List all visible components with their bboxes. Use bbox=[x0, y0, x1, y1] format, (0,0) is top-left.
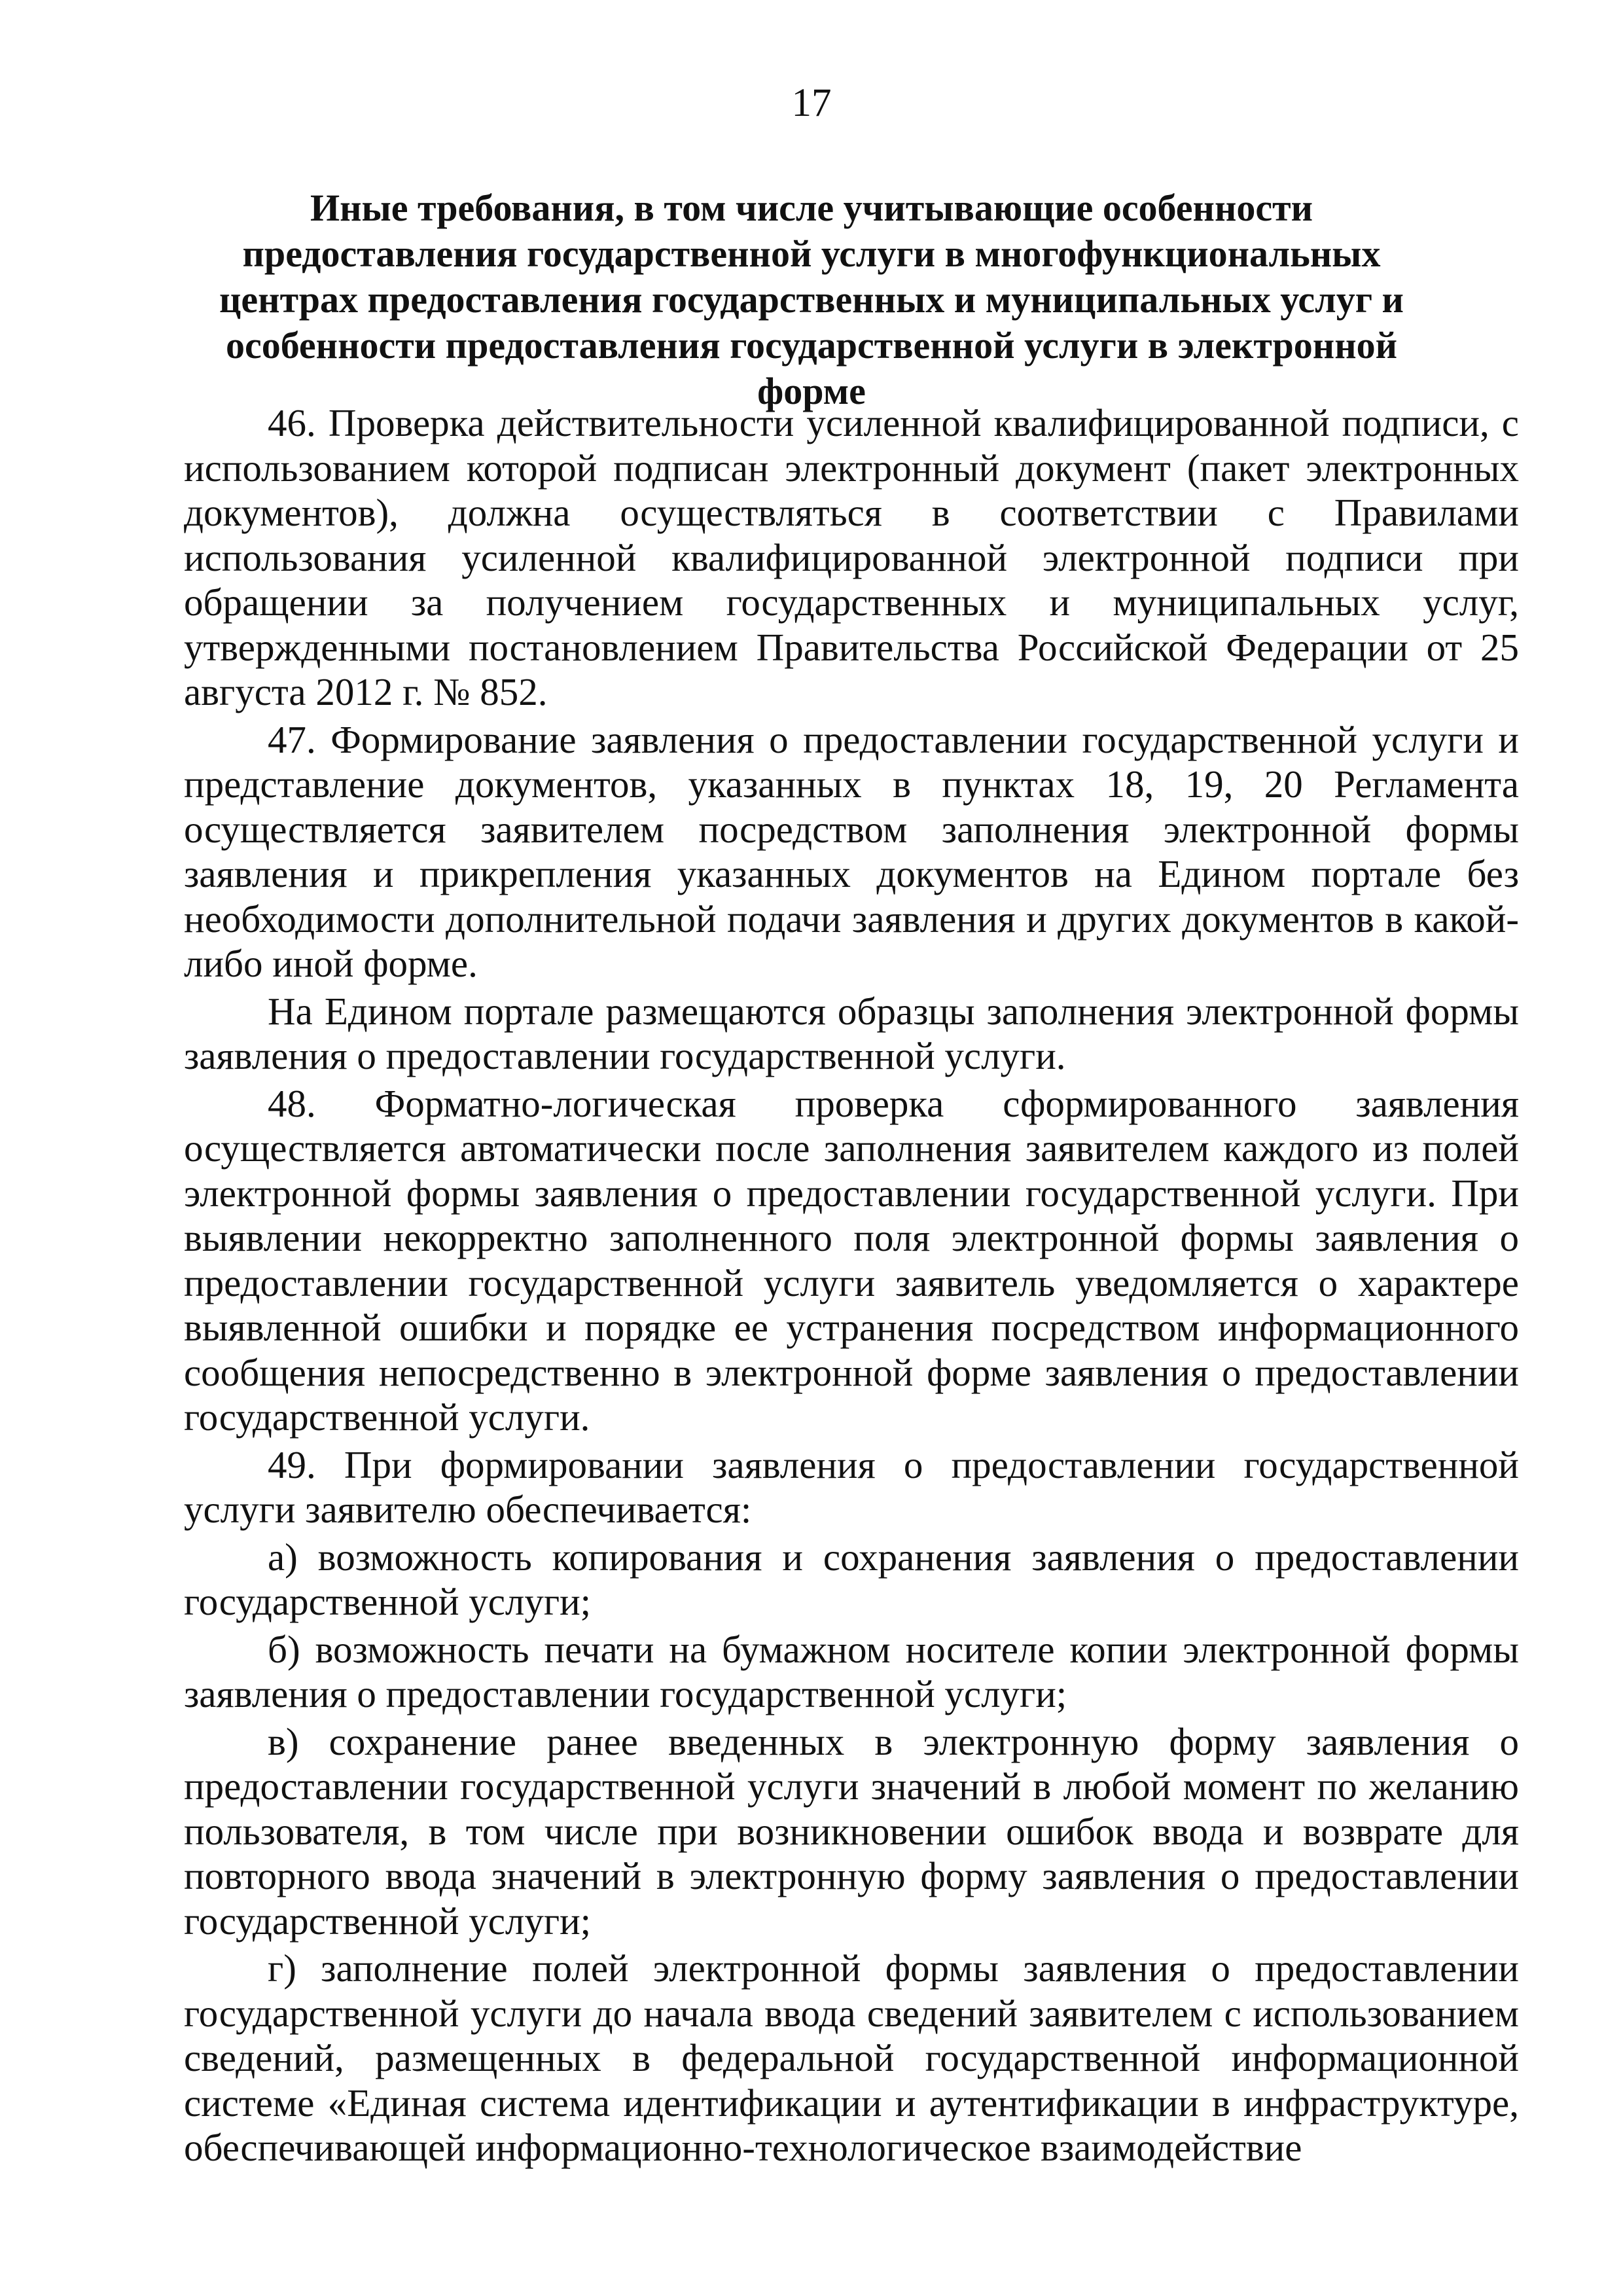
section-heading: Иные требования, в том числе учитывающие особенности предоставления государственной услуги в многофункциональных центрах предоставления государственных и муниципальных услуг и особенности предоставления государственной услуги в электронной форме bbox=[219, 187, 1404, 412]
paragraph-49-item-g: г) заполнение полей электронной формы заявления о предоставлении государственной услуги до начала ввода сведений заявителем с использованием сведений, размещенных в федеральной государственной информационной системе «Единая система идентификации и аутентификации в инфраструктуре, обеспечивающей информационно-технологическое взаимодействие bbox=[184, 1946, 1519, 2169]
paragraph-47-samples: На Едином портале размещаются образцы заполнения электронной формы заявления о предоставлении государственной услуги. bbox=[184, 989, 1519, 1077]
paragraph-48: 48. Форматно-логическая проверка сформированного заявления осуществляется автоматически после заполнения заявителем каждого из полей электронной формы заявления о предоставлении государственной услуги. При выявлении некорректно заполненного поля электронной формы заявления о предоставлении государственной услуги заявитель уведомляется о характере выявленной ошибки и порядке ее устранения посредством информационного сообщения непосредственно в электронной форме заявления о предоставлении государственной услуги. bbox=[184, 1081, 1519, 1439]
paragraph-49-item-a: а) возможность копирования и сохранения заявления о предоставлении государственной услуги; bbox=[184, 1535, 1519, 1623]
paragraph-49: 49. При формировании заявления о предоставлении государственной услуги заявителю обеспечивается: bbox=[184, 1443, 1519, 1531]
paragraph-49-item-b: б) возможность печати на бумажном носителе копии электронной формы заявления о предоставлении государственной услуги; bbox=[184, 1627, 1519, 1715]
document-body bbox=[184, 401, 1519, 2173]
paragraph-46: 46. Проверка действительности усиленной квалифицированной подписи, с использованием которой подписан электронный документ (пакет электронных документов), должна осуществляться в соответствии с Правилами использования усиленной квалифицированной электронной подписи при обращении за получением государственных и муниципальных услуг, утвержденными постановлением Правительства Российской Федерации от 25 августа 2012 г. № 852. bbox=[184, 401, 1519, 713]
paragraph-49-item-v: в) сохранение ранее введенных в электронную форму заявления о предоставлении государственной услуги значений в любой момент по желанию пользователя, в том числе при возникновении ошибок ввода и возврате для повторного ввода значений в электронную форму заявления о предоставлении государственной услуги; bbox=[184, 1719, 1519, 1943]
paragraph-47: 47. Формирование заявления о предоставлении государственной услуги и представление документов, указанных в пунктах 18, 19, 20 Регламента осуществляется заявителем посредством заполнения электронной формы заявления и прикрепления указанных документов на Едином портале без необходимости дополнительной подачи заявления и других документов в какой-либо иной форме. bbox=[184, 717, 1519, 985]
page-number: 17 bbox=[791, 81, 832, 125]
